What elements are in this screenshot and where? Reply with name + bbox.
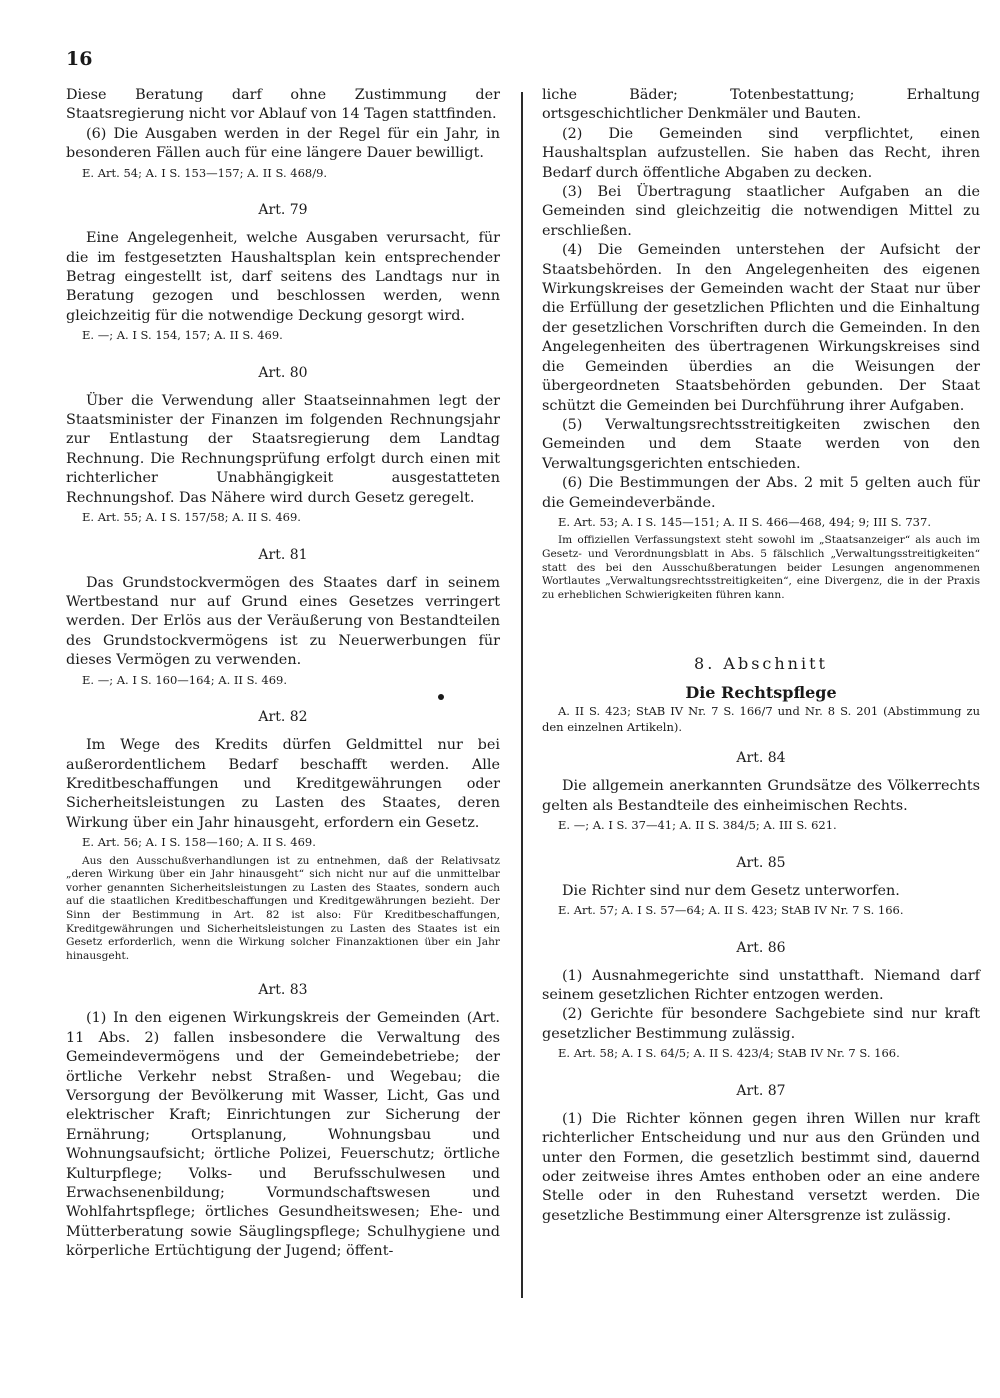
article-text-86-1: (1) Ausnahmegerichte sind unstatthaft. Niemand darf seinem gesetzlichen Richter entzogen werden.	[542, 967, 980, 1004]
article-heading-82: Art. 82	[258, 709, 308, 726]
paragraph-continued: Diese Beratung darf ohne Zustimmung der Staatsregierung nicht vor Ablauf von 14 Tagen stattfinden.	[66, 87, 500, 123]
article-text-86-2: (2) Gerichte für besondere Sachgebiete sind nur kraft gesetzlicher Bestimmung zulässig.	[542, 1006, 980, 1042]
section-heading: Die Rechtspflege	[685, 683, 837, 703]
article-text-79: Eine Angelegenheit, welche Ausgaben verursacht, für die im festgesetzten Haushaltsplan kein entsprechender Betrag eingestellt ist, darf seitens des Landtags nur in Beratung gezogen und beschlossen werden, wenn gleichzeitig für die notwendige Deckung gesorgt wird.	[66, 230, 500, 324]
article-text-87-1: (1) Die Richter können gegen ihren Willen nur kraft richterlicher Entscheidung und nur aus den Gründen und unter den Formen, die gesetzlich bestimmt sind, dauernd oder zeitweise ihres Amtes enthoben oder an eine andere Stelle oder in den Ruhestand versetzt werden. Die gesetzliche Bestimmung einer Altersgrenze ist zulässig.	[542, 1110, 980, 1224]
print-dot	[438, 694, 444, 700]
reference-art84: E. —; A. I S. 37—41; A. II S. 384/5; A. III S. 621.	[558, 818, 837, 833]
article-heading-85: Art. 85	[736, 854, 786, 871]
article-heading-81: Art. 81	[258, 546, 308, 563]
reference-section: A. II S. 423; StAB IV Nr. 7 S. 166/7 und Nr. 8 S. 201 (Abstimmung zu den einzelnen Artikeln).	[542, 704, 980, 734]
paragraph-art83-continued: liche Bäder; Totenbestattung; Erhaltung ortsgeschichtlicher Denkmäler und Bauten.	[542, 87, 980, 123]
left-column	[66, 86, 500, 1262]
reference-art81: E. —; A. I S. 160—164; A. II S. 469.	[82, 672, 288, 687]
paragraph-art78-6: (6) Die Ausgaben werden in der Regel für ein Jahr, in besonderen Fällen auch für eine längere Dauer bewilligt.	[66, 125, 500, 162]
note-art82: Aus den Ausschußverhandlungen ist zu entnehmen, daß der Relativsatz „deren Wirkung über ein Jahr hinausgeht“ sich nicht nur auf die unmittelbar vorher genannten Sicherheitsleistungen zu Lasten des Staates, sondern auch auf die staatlichen Kreditbeschaffungen und Kreditgewährungen bezieht. Der Sinn der Bestimmung in Art. 82 ist also: Für Kreditbeschaffungen, Kreditgewährungen und Sicherheitsleistungen zu Lasten des Staates ist ein Gesetz erforderlich, wenn die Wirkung solcher Finanzaktionen über ein Jahr hinausgeht.	[66, 854, 500, 962]
page-number: 16	[66, 48, 93, 70]
reference-art82: E. Art. 56; A. I S. 158—160; A. II S. 469.	[82, 835, 316, 850]
article-text-85: Die Richter sind nur dem Gesetz unterworfen.	[562, 882, 900, 899]
note-art83: Im offiziellen Verfassungstext steht sowohl im „Staatsanzeiger“ als auch im Gesetz- und Verordnungsblatt in Abs. 5 fälschlich „Verwaltungsstreitigkeiten“ statt des bei den Ausschußberatungen beider Lesungen angenommenen Wortlautes „Verwaltungsrechtsstreitigkeiten“, eine Divergenz, die in der Praxis zu erheblichen Schwierigkeiten führen kann.	[542, 534, 980, 601]
article-heading-79: Art. 79	[258, 202, 308, 219]
article-heading-84: Art. 84	[736, 750, 786, 767]
paragraph-art83-3: (3) Bei Übertragung staatlicher Aufgaben an die Gemeinden sind gleichzeitig die notwendigen Mittel zu erschließen.	[542, 184, 980, 239]
reference-art85: E. Art. 57; A. I S. 57—64; A. II S. 423; StAB IV Nr. 7 S. 166.	[558, 903, 904, 918]
paragraph-art83-2: (2) Die Gemeinden sind verpflichtet, einen Haushaltsplan aufzustellen. Sie haben das Recht, ihren Bedarf durch öffentliche Abgaben zu decken.	[542, 125, 980, 181]
section-title: 8. Abschnitt	[694, 654, 828, 674]
article-heading-87: Art. 87	[736, 1082, 786, 1099]
article-heading-83: Art. 83	[258, 982, 308, 999]
reference-art83: E. Art. 53; A. I S. 145—151; A. II S. 466—468, 494; 9; III S. 737.	[558, 514, 931, 529]
article-text-83-1: (1) In den eigenen Wirkungskreis der Gemeinden (Art. 11 Abs. 2) fallen insbesondere die Verwaltung des Gemeindevermögens und der Gemeindebetriebe; der örtliche Verkehr nebst Straßen- und Wegebau; die Versorgung der Bevölkerung mit Wasser, Licht, Gas und elektrischer Kraft; Einrichtungen zur Sicherung der Ernährung; Ortsplanung, Wohnungsbau und Wohnungsaufsicht; örtliche Polizei, Feuerschutz; örtliche Kulturpflege; Volks- und Berufsschulwesen und Erwachsenenbildung; Vormundschaftswesen und Wohlfahrtspflege; örtliches Gesundheitswesen; Ehe- und Mütterberatung sowie Säuglingspflege; Schulhygiene und körperliche Ertüchtigung der Jugend; öffent-	[66, 1010, 500, 1260]
reference-art86: E. Art. 58; A. I S. 64/5; A. II S. 423/4; StAB IV Nr. 7 S. 166.	[558, 1046, 900, 1061]
article-heading-80: Art. 80	[258, 364, 308, 381]
article-text-82: Im Wege des Kredits dürfen Geldmittel nur bei außerordentlichem Bedarf beschafft werden. Alle Kreditbeschaffungen und Kreditgewährungen oder Sicherheitsleistungen zu Lasten des Staates, deren Wirkung über ein Jahr hinausgeht, erfordern ein Gesetz.	[66, 737, 500, 831]
paragraph-art83-5: (5) Verwaltungsrechtsstreitigkeiten zwischen den Gemeinden und dem Staate werden von den Verwaltungsgerichten entschieden.	[542, 416, 980, 472]
reference-art80: E. Art. 55; A. I S. 157/58; A. II S. 469.	[82, 510, 301, 525]
column-divider	[521, 92, 523, 1298]
right-column	[542, 86, 980, 1226]
article-text-81: Das Grundstockvermögen des Staates darf in seinem Wertbestand nur auf Grund eines Gesetzes verringert werden. Der Erlös aus der Veräußerung von Bestandteilen des Grundstockvermögens ist zu Neuerwerbungen für dieses Vermögen zu verwenden.	[66, 574, 500, 669]
reference-art79: E. —; A. I S. 154, 157; A. II S. 469.	[82, 328, 283, 343]
paragraph-art83-4: (4) Die Gemeinden unterstehen der Aufsicht der Staatsbehörden. In den Angelegenheiten des eigenen Wirkungskreises der Gemeinden wacht der Staat nur über die Erfüllung der gesetzlichen Pflichten und die Einhaltung der gesetzlichen Vorschriften durch die Gemeinden. In den Angelegenheiten des übertragenen Wirkungskreises sind die Gemeinden überdies an die Weisungen der übergeordneten Staatsbehörden gebunden. Der Staat schützt die Gemeinden bei Durchführung ihrer Aufgaben.	[542, 242, 980, 414]
article-text-80: Über die Verwendung aller Staatseinnahmen legt der Staatsminister der Finanzen im folgenden Rechnungsjahr zur Entlastung der Staatsregierung dem Landtag Rechnung. Die Rechnungsprüfung erfolgt durch einen mit richterlicher Unabhängigkeit ausgestatteten Rechnungshof. Das Nähere wird durch Gesetz geregelt.	[66, 392, 500, 506]
reference-art78: E. Art. 54; A. I S. 153—157; A. II S. 468/9.	[82, 165, 328, 180]
article-heading-86: Art. 86	[736, 939, 786, 956]
paragraph-art83-6: (6) Die Bestimmungen der Abs. 2 mit 5 gelten auch für die Gemeindeverbände.	[542, 475, 980, 511]
article-text-84: Die allgemein anerkannten Grundsätze des Völkerrechts gelten als Bestandteile des einheimischen Rechts.	[542, 778, 980, 814]
